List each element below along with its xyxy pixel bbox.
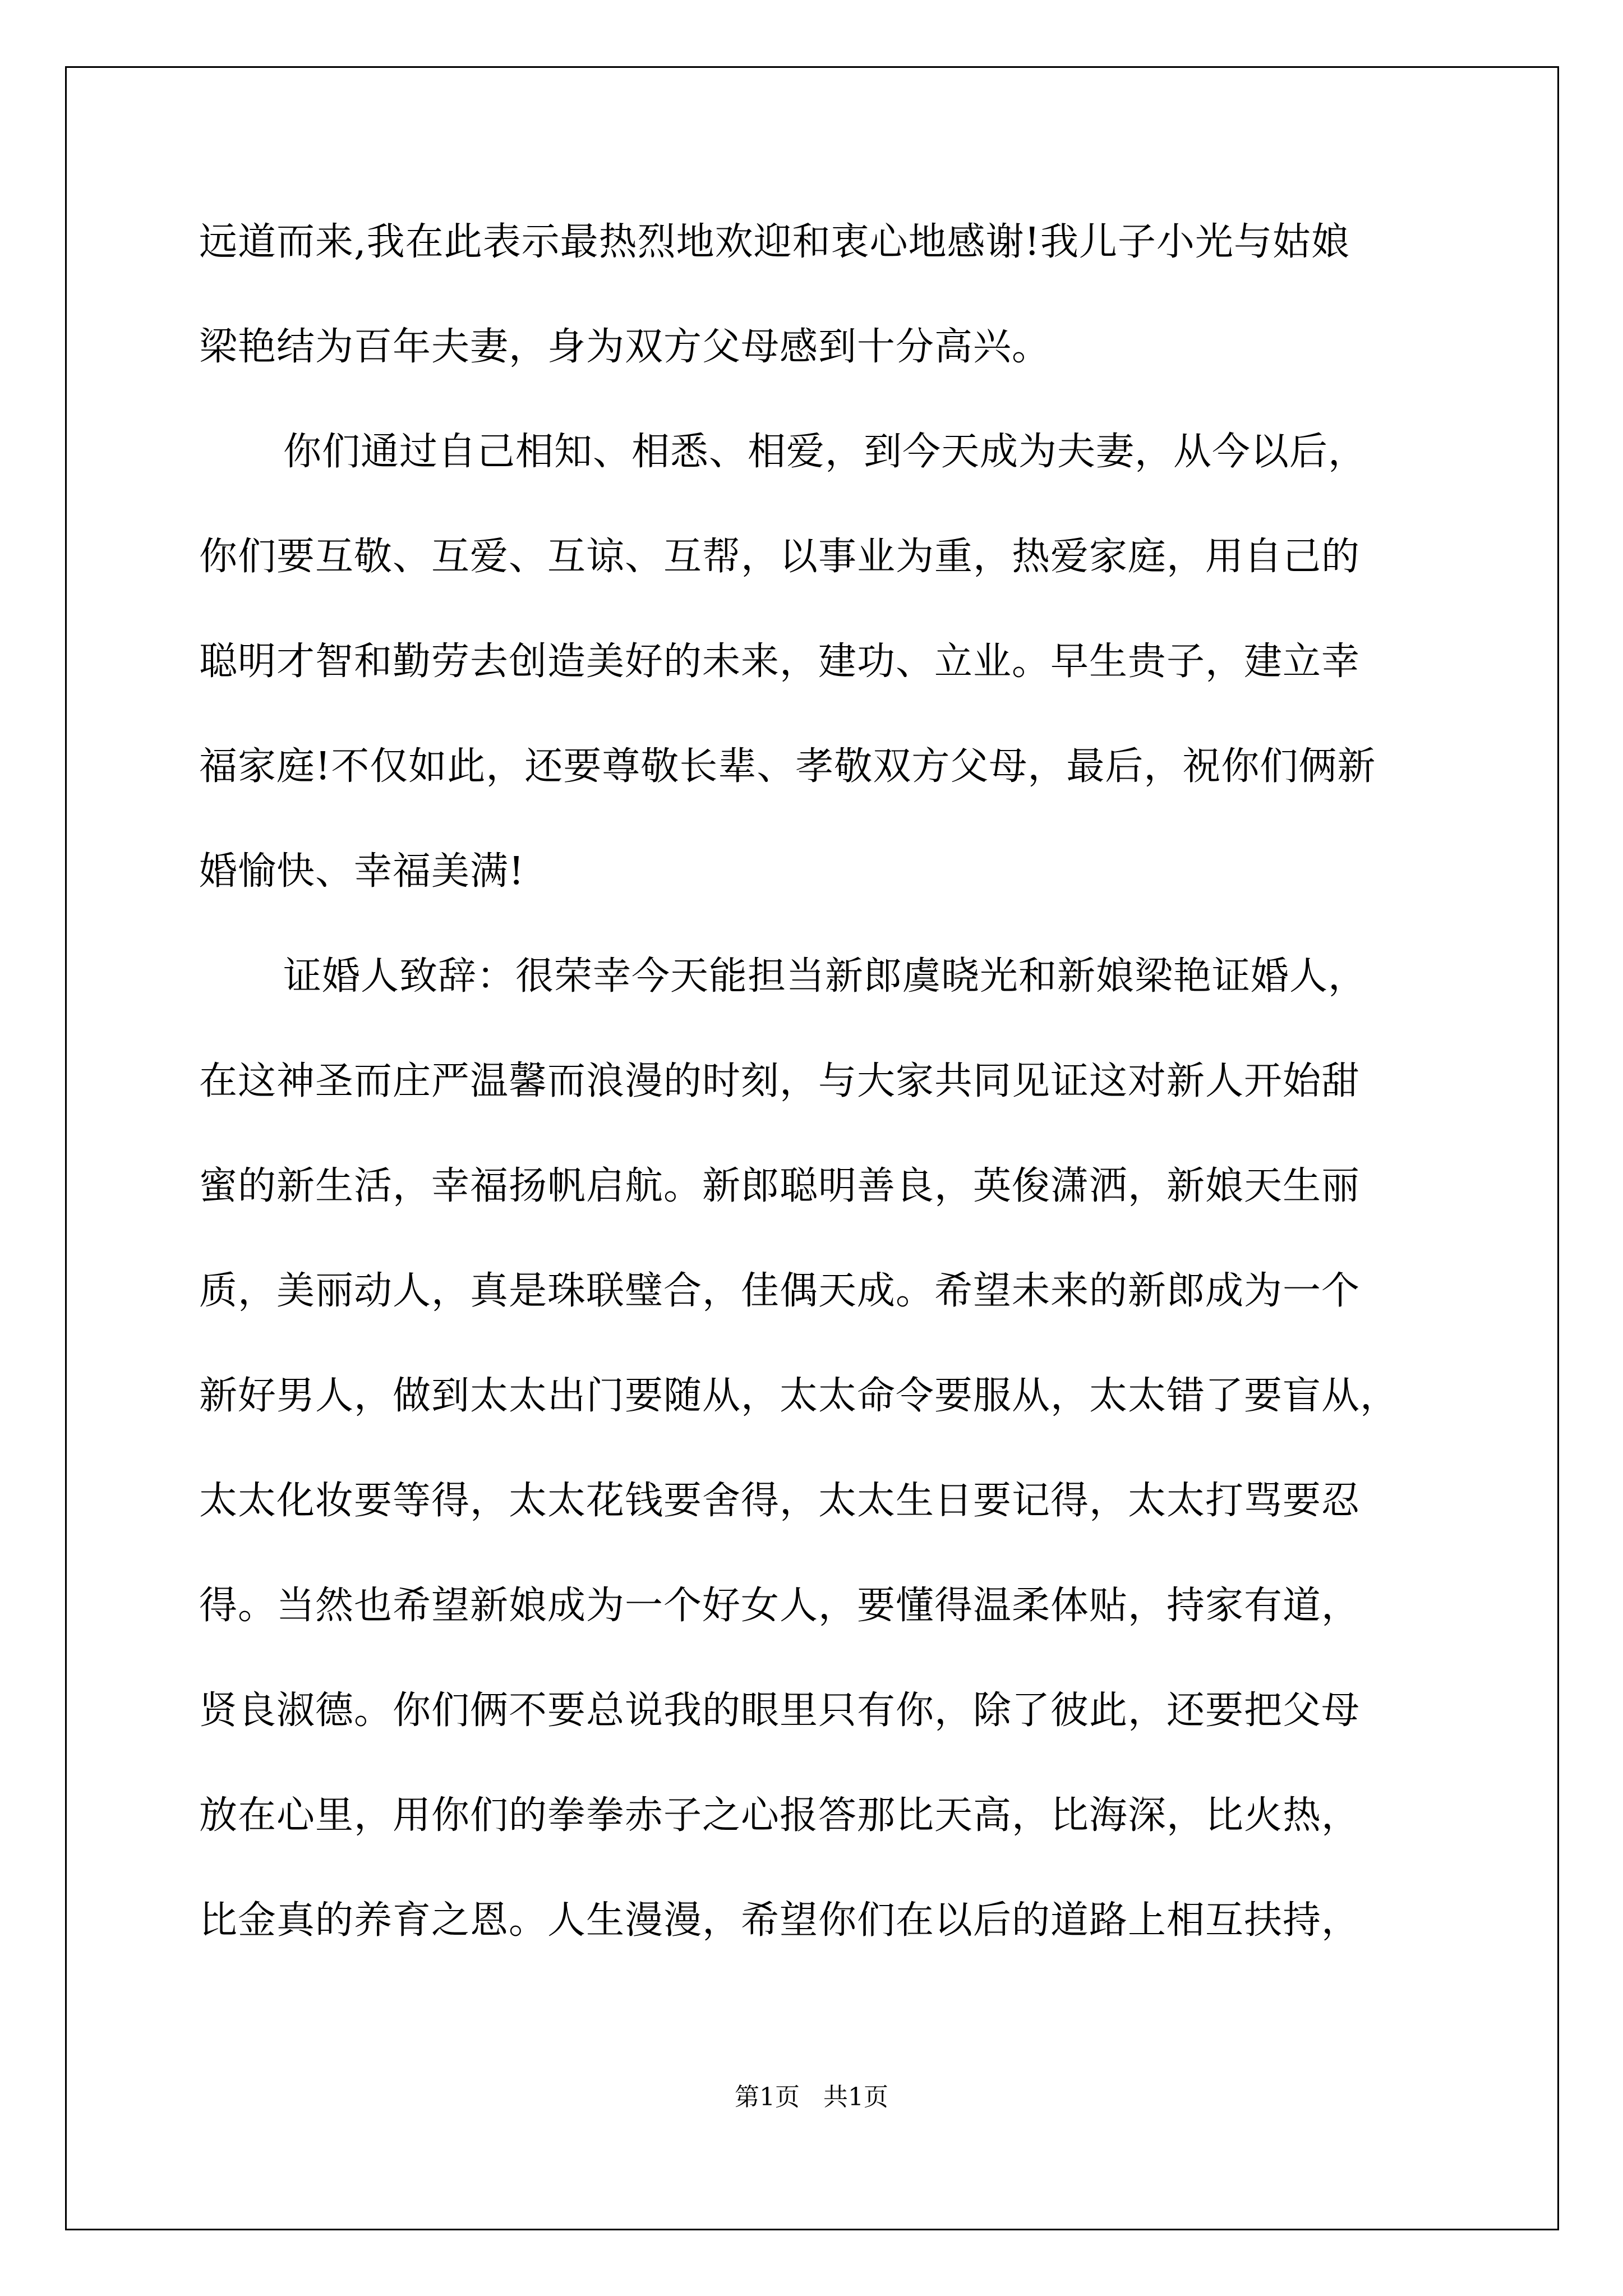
text-line: 太太化妆要等得，太太花钱要舍得，太太生日要记得，太太打骂要忍 [199, 1479, 1361, 1523]
text-line: 婚愉快、幸福美满! [199, 849, 525, 894]
document-body [199, 216, 1455, 1999]
text-line: 贤良淑德。你们俩不要总说我的眼里只有你，除了彼此，还要把父母 [199, 1688, 1361, 1733]
text-line: 在这神圣而庄严温馨而浪漫的时刻，与大家共同见证这对新人开始甜 [199, 1059, 1361, 1103]
text-line: 梁艳结为百年夫妻，身为双方父母感到十分高兴。 [199, 325, 1051, 369]
text-line: 聪明才智和勤劳去创造美好的未来，建功、立业。早生贵子，建立幸 [199, 639, 1361, 684]
paragraph-start-line: 证婚人致辞：很荣幸今天能担当新郎虞晓光和新娘梁艳证婚人， [283, 954, 1367, 999]
text-line: 质，美丽动人，真是珠联璧合，佳偶天成。希望未来的新郎成为一个 [199, 1269, 1361, 1313]
text-line: 蜜的新生活，幸福扬帆启航。新郎聪明善良，英俊潇洒，新娘天生丽 [199, 1164, 1361, 1208]
text-line: 你们要互敬、互爱、互谅、互帮，以事业为重，热爱家庭，用自己的 [199, 535, 1361, 579]
text-line: 新好男人，做到太太出门要随从，太太命令要服从，太太错了要盲从， [199, 1374, 1399, 1418]
paragraph-start-line: 你们通过自己相知、相悉、相爱，到今天成为夫妻，从今以后， [283, 430, 1367, 474]
text-line: 远道而来,我在此表示最热烈地欢迎和衷心地感谢!我儿子小光与姑娘 [199, 220, 1350, 264]
text-line: 比金真的养育之恩。人生漫漫，希望你们在以后的道路上相互扶持， [199, 1898, 1361, 1943]
text-line: 放在心里，用你们的拳拳赤子之心报答那比天高，比海深，比火热， [199, 1793, 1361, 1838]
text-line: 福家庭!不仅如此，还要尊敬长辈、孝敬双方父母，最后，祝你们俩新 [199, 744, 1376, 789]
text-line: 得。当然也希望新娘成为一个好女人，要懂得温柔体贴，持家有道， [199, 1584, 1361, 1628]
page-number-footer: 第1页 共1页 [735, 2083, 888, 2111]
